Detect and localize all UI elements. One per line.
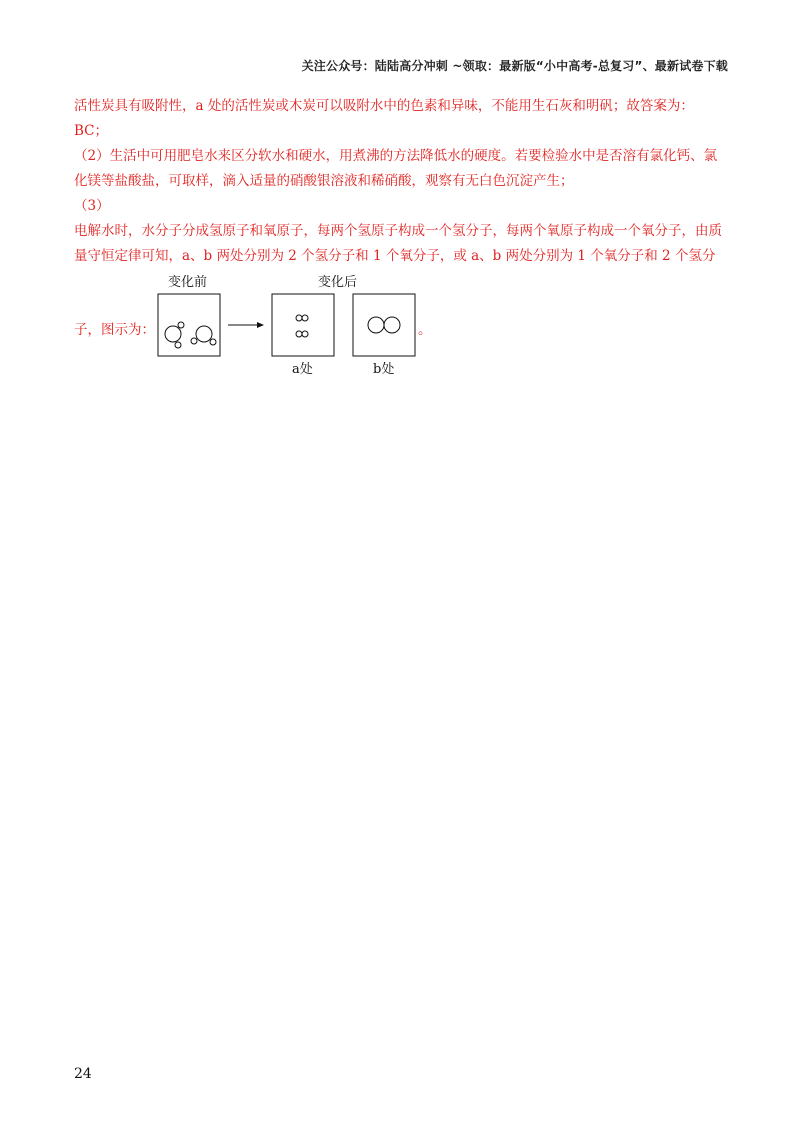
label-b: b处 — [373, 362, 395, 377]
answer-part-3-label: （3） — [74, 198, 110, 214]
answer-part-3: 电解水时，水分子分成氢原子和氧原子，每两个氢原子构成一个氢分子，每两个氧原子构成一个氧分子，由质量守恒定律可知，a、b 两处分别为 2 个氢分子和 1 个氧分子，或 a、b 两处分别为 1 个氧分子和 2 个氢分 — [74, 223, 722, 264]
label-before: 变化前 — [168, 275, 208, 290]
oxygen-atom — [196, 326, 212, 342]
water-molecules — [165, 322, 216, 348]
label-after: 变化后 — [318, 275, 358, 290]
answer-part-2: （2）生活中可用肥皂水来区分软水和硬水，用煮沸的方法降低水的硬度。若要检验水中是否溶有氯化钙、氯化镁等盐酸盐，可取样，滴入适量的硝酸银溶液和稀硝酸，观察有无白色沉淀产生； — [74, 148, 718, 189]
page-header: 关注公众号：陆陆高分冲刺 ~领取：最新版“小中高考-总复习”、最新试卷下载 — [301, 59, 728, 73]
hydrogen-atom — [210, 339, 216, 345]
hydrogen-atom — [175, 342, 181, 348]
hydrogen-atom — [302, 331, 308, 337]
box-a — [272, 294, 334, 356]
arrow-head — [257, 322, 264, 328]
oxygen-atom — [165, 326, 181, 342]
hydrogen-molecules — [296, 315, 308, 337]
figure-tail-text: 。 — [418, 322, 432, 338]
hydrogen-atom — [178, 322, 184, 328]
answer-line-1: 活性炭具有吸附性，a 处的活性炭或木炭可以吸附水中的色素和异味，不能用生石灰和明矾；故答案为： — [74, 98, 694, 114]
figure-lead-text: 子，图示为： — [74, 322, 155, 338]
hydrogen-atom — [191, 338, 197, 344]
oxygen-molecule — [368, 317, 400, 333]
box-before — [158, 294, 220, 356]
box-b — [353, 294, 415, 356]
hydrogen-atom — [296, 331, 302, 337]
label-a: a处 — [292, 362, 313, 377]
page-number: 24 — [74, 1066, 92, 1082]
oxygen-atom — [368, 317, 384, 333]
oxygen-atom — [384, 317, 400, 333]
hydrogen-atom — [302, 315, 308, 321]
answer-text — [74, 94, 726, 269]
hydrogen-atom — [296, 315, 302, 321]
answer-line-2: BC； — [74, 123, 109, 139]
